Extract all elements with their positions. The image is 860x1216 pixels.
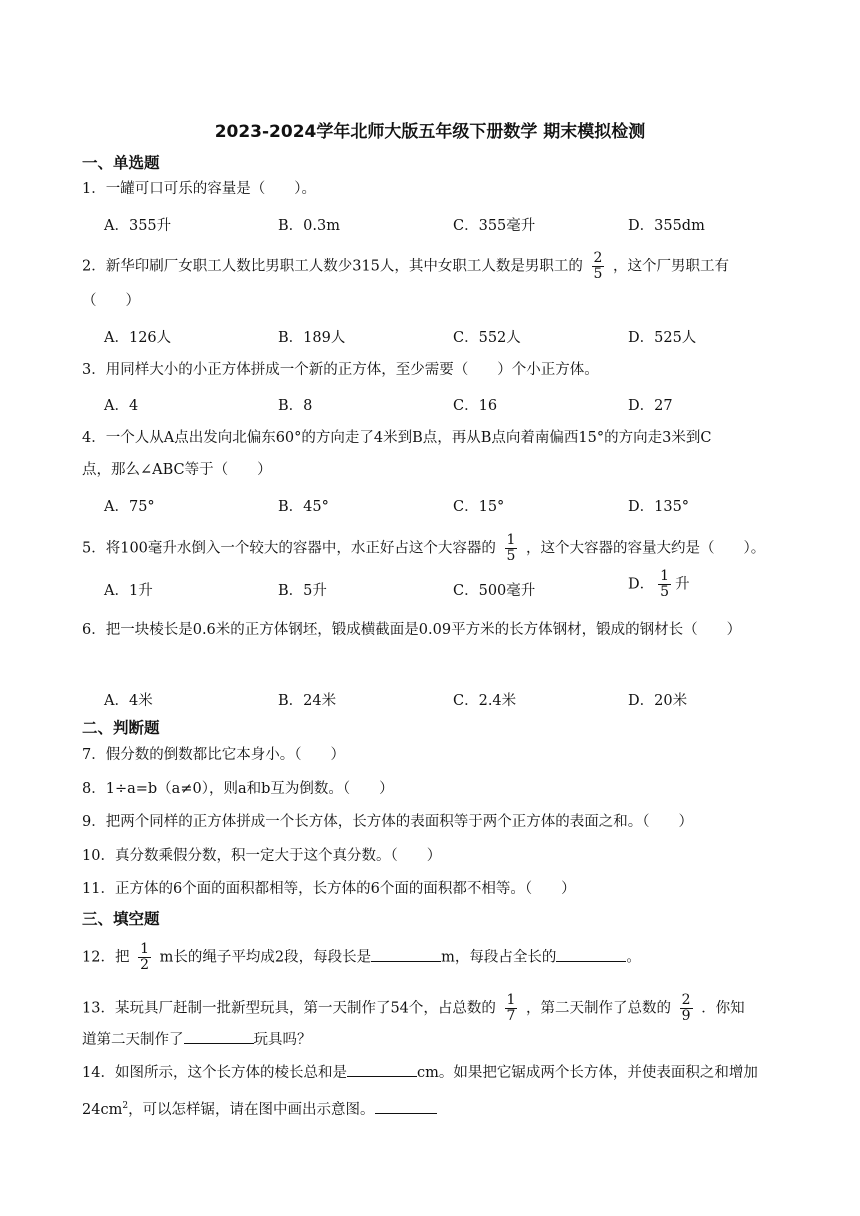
question-12-text-c: m，每段占全长的 bbox=[441, 949, 557, 966]
answer-blank[interactable] bbox=[347, 1062, 417, 1077]
option-c: C．355毫升 bbox=[453, 218, 536, 234]
fraction-numerator: 1 bbox=[506, 532, 516, 548]
question-1-options bbox=[104, 214, 808, 236]
fraction bbox=[505, 993, 518, 1024]
question-9: 9．把两个同样的正方体拼成一个长方体，长方体的表面积等于两个正方体的表面之和。（ ） bbox=[82, 814, 693, 830]
fraction bbox=[505, 533, 518, 564]
section-heading-true-false: 二、判断题 bbox=[82, 719, 160, 737]
answer-blank[interactable] bbox=[371, 947, 441, 962]
option-a: A．4 bbox=[104, 398, 139, 414]
option-a: A．1升 bbox=[104, 583, 153, 599]
option-d-suffix: 升 bbox=[675, 576, 690, 593]
option-a: A．355升 bbox=[104, 218, 172, 234]
question-5-options bbox=[104, 568, 808, 601]
answer-blank[interactable] bbox=[375, 1099, 437, 1114]
option-d bbox=[628, 569, 690, 600]
fraction bbox=[680, 993, 693, 1024]
question-4: 4．一个人从A点出发向北偏东60°的方向走了4米到B点，再从B点向着南偏西15°的方向走3米到C bbox=[82, 430, 712, 446]
question-12-text-d: 。 bbox=[626, 949, 641, 966]
question-13-text-e: 玩具吗？ bbox=[253, 1032, 312, 1048]
option-c: C．500毫升 bbox=[453, 583, 536, 599]
question-13-text-b: ，第二天制作了总数的 bbox=[526, 1000, 672, 1017]
fraction-numerator: 2 bbox=[681, 992, 691, 1008]
option-c: C．2.4米 bbox=[453, 693, 517, 709]
option-a: A．4米 bbox=[104, 693, 153, 709]
question-2-text-b: ，这个厂男职工有 bbox=[613, 258, 730, 275]
fraction-numerator: 1 bbox=[506, 992, 516, 1008]
option-b: B．0.3m bbox=[278, 218, 340, 234]
fraction-numerator: 1 bbox=[140, 941, 149, 957]
option-b: B．189人 bbox=[278, 330, 346, 346]
section-heading-single-choice: 一、单选题 bbox=[82, 154, 160, 172]
fraction-numerator: 2 bbox=[593, 250, 603, 266]
question-14-text-d: ，可以怎样锯，请在图中画出示意图。 bbox=[128, 1101, 375, 1118]
question-2-continued: （ ） bbox=[82, 293, 140, 309]
fraction-denominator: 7 bbox=[506, 1008, 516, 1024]
question-5-text-b: ，这个大容器的容量大约是（ ）。 bbox=[526, 540, 766, 557]
fraction bbox=[138, 942, 151, 973]
question-14-text-c: 24cm bbox=[82, 1101, 123, 1118]
question-2 bbox=[82, 251, 808, 282]
option-a: A．126人 bbox=[104, 330, 172, 346]
question-13 bbox=[82, 993, 808, 1024]
superscript: 2 bbox=[122, 1101, 129, 1111]
option-c: C．15° bbox=[453, 499, 505, 515]
answer-blank[interactable] bbox=[184, 1029, 254, 1044]
question-4-options bbox=[104, 495, 808, 517]
option-b: B．5升 bbox=[278, 583, 327, 599]
option-b: B．45° bbox=[278, 499, 329, 515]
question-14-text-a: 14．如图所示，这个长方体的棱长总和是 bbox=[82, 1065, 347, 1081]
fraction-denominator: 5 bbox=[506, 548, 516, 564]
fraction-denominator: 9 bbox=[681, 1008, 691, 1024]
question-6-options bbox=[104, 689, 808, 711]
option-d: D．525人 bbox=[628, 330, 697, 346]
question-2-text-a: 2．新华印刷厂女职工人数比男职工人数少315人，其中女职工人数是男职工的 bbox=[82, 258, 583, 275]
question-11: 11．正方体的6个面的面积都相等，长方体的6个面的面积都不相等。（ ） bbox=[82, 881, 576, 897]
fraction-numerator: 1 bbox=[660, 568, 670, 584]
option-b: B．24米 bbox=[278, 693, 337, 709]
fraction-denominator: 5 bbox=[593, 266, 603, 282]
question-13-text-d: 道第二天制作了 bbox=[82, 1032, 184, 1048]
question-13-continued bbox=[82, 1029, 808, 1050]
option-d: D．135° bbox=[628, 499, 690, 515]
option-b: B．8 bbox=[278, 398, 313, 414]
question-2-options bbox=[104, 326, 808, 348]
question-14 bbox=[82, 1062, 808, 1083]
question-7: 7．假分数的倒数都比它本身小。（ ） bbox=[82, 747, 345, 763]
question-12-text-b: m长的绳子平均成2段，每段长是 bbox=[159, 949, 372, 966]
option-d-prefix: D． bbox=[628, 576, 655, 593]
question-5-text-a: 5．将100毫升水倒入一个较大的容器中，水正好占这个大容器的 bbox=[82, 540, 496, 557]
question-12-text-a: 12．把 bbox=[82, 949, 130, 966]
question-13-text-c: ．你知 bbox=[701, 1000, 745, 1017]
fraction-denominator: 5 bbox=[660, 584, 670, 600]
question-4-continued: 点，那么∠ABC等于（ ） bbox=[82, 462, 272, 478]
question-1: 1．一罐可口可乐的容量是（ ）。 bbox=[82, 181, 316, 197]
fraction-denominator: 2 bbox=[140, 957, 149, 973]
question-5 bbox=[82, 533, 808, 564]
fraction bbox=[658, 569, 671, 600]
question-3-options bbox=[104, 394, 808, 416]
option-a: A．75° bbox=[104, 499, 155, 515]
question-14-continued bbox=[82, 1096, 808, 1120]
question-10: 10．真分数乘假分数，积一定大于这个真分数。（ ） bbox=[82, 848, 442, 864]
section-heading-fill-in: 三、填空题 bbox=[82, 910, 160, 928]
question-14-text-b: cm。如果把它锯成两个长方体，并使表面积之和增加 bbox=[416, 1065, 758, 1081]
answer-blank[interactable] bbox=[556, 947, 626, 962]
question-12 bbox=[82, 942, 808, 973]
option-d: D．20米 bbox=[628, 693, 688, 709]
question-6: 6．把一块棱长是0.6米的正方体钢坯，锻成横截面是0.09平方米的长方体钢材，锻成的钢材长（ ） bbox=[82, 622, 742, 638]
option-c: C．16 bbox=[453, 398, 498, 414]
option-d: D．355dm bbox=[628, 218, 705, 234]
fraction bbox=[592, 251, 605, 282]
option-c: C．552人 bbox=[453, 330, 521, 346]
question-3: 3．用同样大小的小正方体拼成一个新的正方体，至少需要（ ）个小正方体。 bbox=[82, 362, 599, 378]
question-13-text-a: 13．某玩具厂赶制一批新型玩具，第一天制作了54个，占总数的 bbox=[82, 1000, 496, 1017]
page-title: 2023-2024学年北师大版五年级下册数学 期末模拟检测 bbox=[214, 122, 646, 142]
question-8: 8．1÷a=b（a≠0），则a和b互为倒数。（ ） bbox=[82, 781, 394, 797]
option-d: D．27 bbox=[628, 398, 673, 414]
